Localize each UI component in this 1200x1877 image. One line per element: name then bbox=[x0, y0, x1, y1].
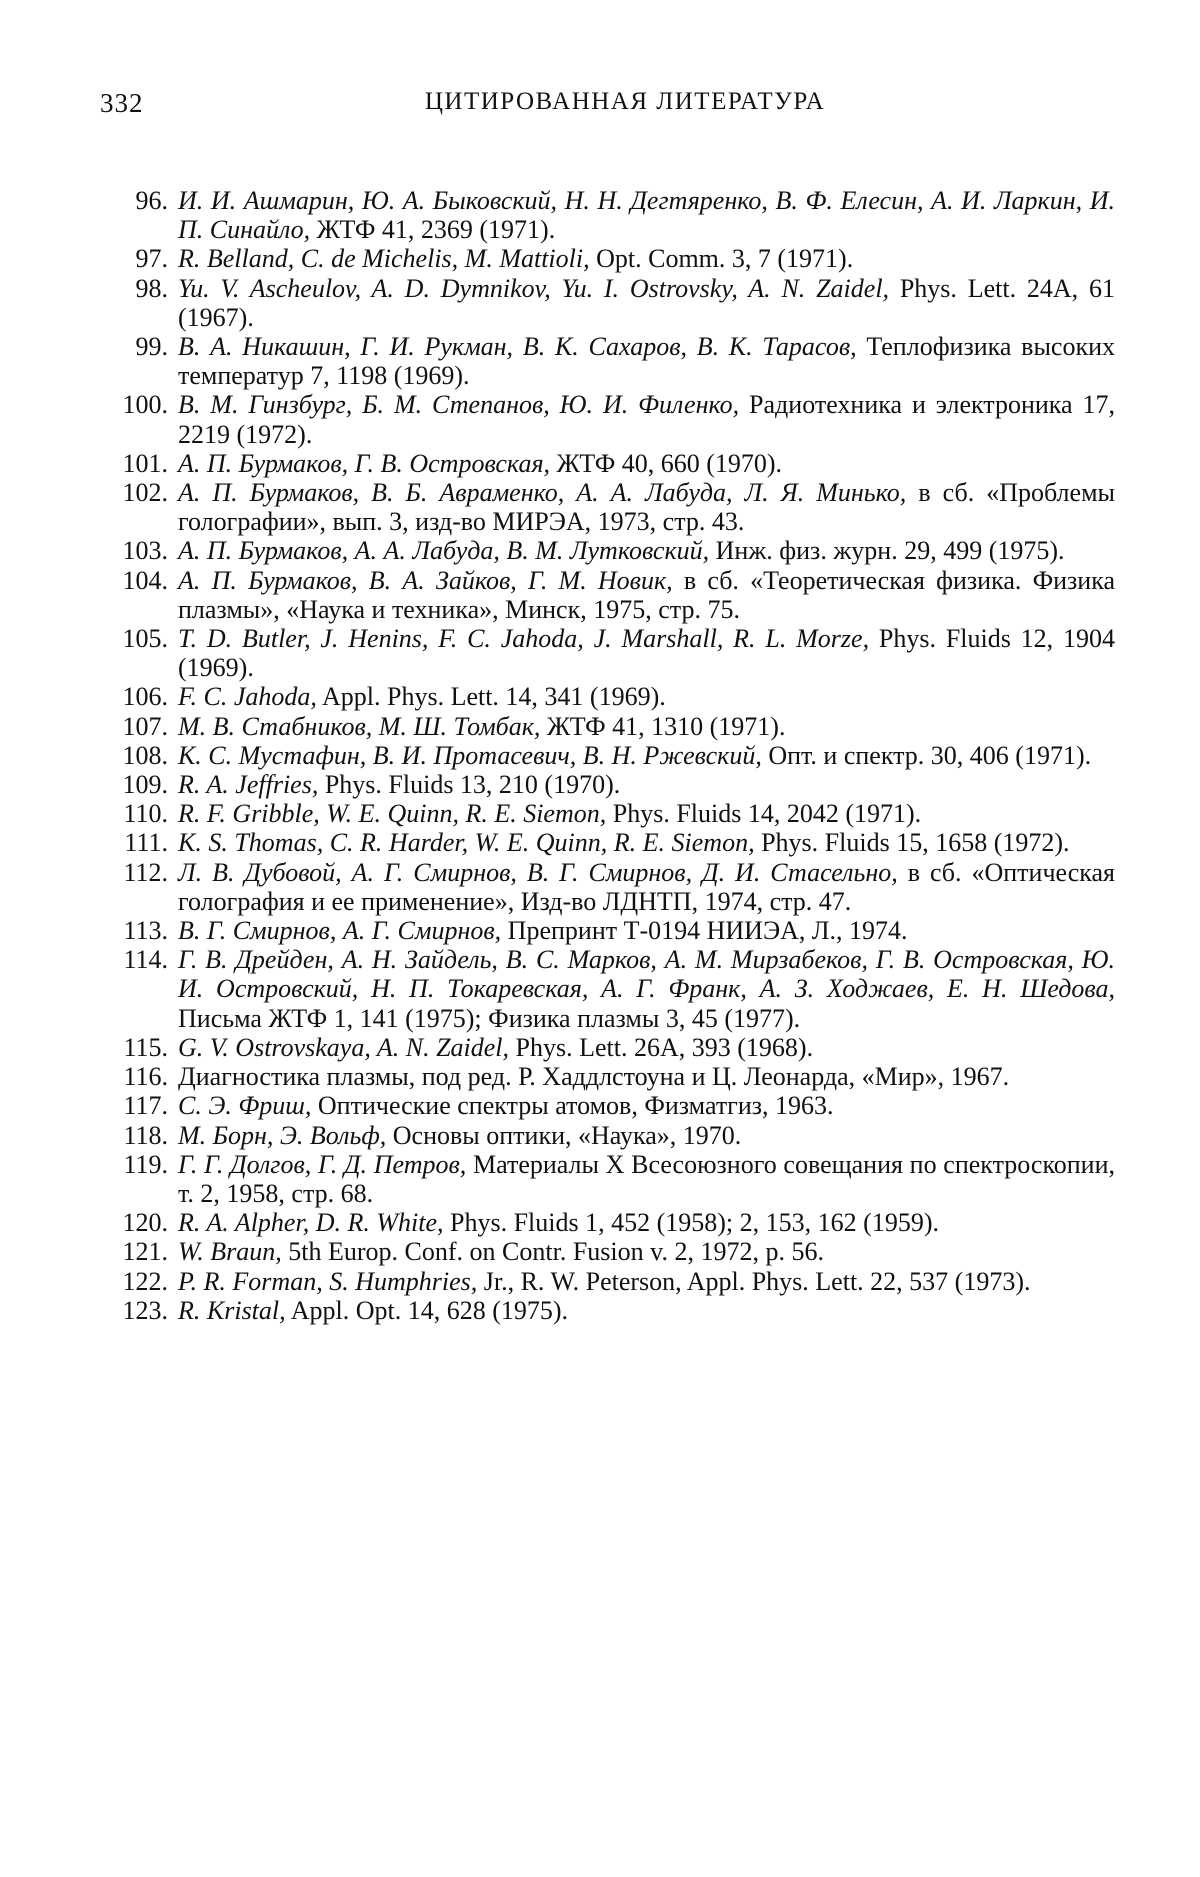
reference-item bbox=[0, 916, 1200, 945]
reference-authors: P. R. Forman, S. Humphries, bbox=[178, 1266, 478, 1296]
reference-authors: R. A. Jeffries, bbox=[178, 770, 319, 800]
reference-item bbox=[0, 332, 1200, 390]
reference-authors: R. Kristal, bbox=[178, 1295, 286, 1325]
reference-authors: R. A. Alpher, D. R. White, bbox=[178, 1208, 444, 1238]
reference-authors: В. А. Никашин, Г. И. Рукман, В. К. Сахаров, В. К. Тарасов, bbox=[178, 332, 857, 362]
reference-source: Инж. физ. журн. 29, 499 (1975). bbox=[709, 536, 1065, 566]
reference-number: 104. bbox=[122, 565, 168, 595]
reference-source: Радиотехника и электроника 17, 2219 (1972). bbox=[178, 390, 1115, 449]
page-header bbox=[100, 88, 1110, 128]
reference-source: Appl. Phys. Lett. 14, 341 (1969). bbox=[316, 682, 666, 712]
reference-source: 5th Europ. Conf. on Contr. Fusion v. 2, 1972, p. 56. bbox=[281, 1237, 824, 1267]
reference-number: 112. bbox=[123, 857, 168, 887]
reference-source: Диагностика плазмы, под ред. Р. Хаддлстоуна и Ц. Леонарда, «Мир», 1967. bbox=[178, 1062, 1010, 1092]
reference-item bbox=[0, 390, 1200, 448]
reference-authors: И. И. Ашмарин, Ю. А. Быковский, Н. Н. Дегтяренко, В. Ф. Елесин, А. И. Ларкин, И. П. Синайло, bbox=[178, 186, 1115, 245]
reference-item bbox=[0, 945, 1200, 1033]
reference-number: 113. bbox=[123, 916, 168, 946]
reference-source: Phys. Fluids 13, 210 (1970). bbox=[318, 770, 621, 800]
reference-item bbox=[0, 1267, 1200, 1296]
reference-authors: Г. В. Дрейден, А. Н. Зайдель, В. С. Марков, А. М. Мирзабеков, Г. В. Островская, Ю. И. Островский, Н. П. Токаревская, А. Г. Франк, А. З. Ходжаев, Е. Н. Шедова, bbox=[178, 945, 1115, 1004]
reference-list bbox=[0, 186, 1200, 1325]
reference-number: 106. bbox=[122, 682, 168, 712]
reference-number: 119. bbox=[123, 1149, 168, 1179]
reference-number: 107. bbox=[122, 711, 168, 741]
reference-number: 114. bbox=[123, 945, 168, 975]
reference-number: 123. bbox=[122, 1295, 168, 1325]
reference-number: 105. bbox=[122, 624, 168, 654]
reference-item bbox=[0, 741, 1200, 770]
reference-authors: K. S. Thomas, C. R. Harder, W. E. Quinn, R. E. Siemon, bbox=[178, 828, 755, 858]
reference-number: 97. bbox=[135, 244, 168, 274]
reference-source: Phys. Lett. 24A, 61 (1967). bbox=[178, 273, 1115, 332]
reference-source: в сб. «Проблемы голографии», вып. 3, изд-во МИРЭА, 1973, стр. 43. bbox=[178, 478, 1115, 537]
reference-authors: W. Braun, bbox=[178, 1237, 282, 1267]
reference-authors: T. D. Butler, J. Henins, F. C. Jahoda, J. Marshall, R. L. Morze, bbox=[178, 624, 870, 654]
reference-item bbox=[0, 624, 1200, 682]
reference-item bbox=[0, 1237, 1200, 1266]
reference-source: Phys. Fluids 14, 2042 (1971). bbox=[606, 799, 922, 829]
reference-item bbox=[0, 1062, 1200, 1091]
reference-authors: В. М. Гинзбург, Б. М. Степанов, Ю. И. Филенко, bbox=[178, 390, 740, 420]
reference-authors: R. Belland, C. de Michelis, M. Mattioli, bbox=[178, 244, 590, 274]
reference-authors: А. П. Бурмаков, А. А. Лабуда, В. М. Лутковский, bbox=[178, 536, 710, 566]
reference-number: 99. bbox=[135, 332, 168, 362]
reference-authors: F. C. Jahoda, bbox=[178, 682, 317, 712]
reference-item bbox=[0, 770, 1200, 799]
reference-source: Jr., R. W. Peterson, Appl. Phys. Lett. 22, 537 (1973). bbox=[477, 1266, 1031, 1296]
reference-item bbox=[0, 682, 1200, 711]
reference-number: 98. bbox=[135, 273, 168, 303]
reference-source: Теплофизика высоких температур 7, 1198 (1969). bbox=[178, 332, 1116, 391]
reference-authors: В. Г. Смирнов, А. Г. Смирнов, bbox=[178, 916, 502, 946]
reference-source: в сб. «Теоретическая физика. Физика плазмы», «Наука и техника», Минск, 1975, стр. 75. bbox=[178, 565, 1115, 624]
reference-source: ЖТФ 40, 660 (1970). bbox=[550, 448, 783, 478]
reference-number: 121. bbox=[122, 1237, 168, 1267]
reference-source: Оптические спектры атомов, Физматгиз, 1963. bbox=[311, 1091, 834, 1121]
reference-item bbox=[0, 244, 1200, 273]
reference-source: ЖТФ 41, 1310 (1971). bbox=[540, 711, 786, 741]
reference-authors: А. П. Бурмаков, В. Б. Авраменко, А. А. Лабуда, Л. Я. Минько, bbox=[178, 478, 907, 508]
reference-item bbox=[0, 449, 1200, 478]
reference-item bbox=[0, 1091, 1200, 1120]
reference-source: Основы оптики, «Наука», 1970. bbox=[386, 1120, 742, 1150]
reference-item bbox=[0, 858, 1200, 916]
reference-item bbox=[0, 1033, 1200, 1062]
reference-source: Phys. Fluids 12, 1904 (1969). bbox=[178, 624, 1115, 683]
reference-number: 101. bbox=[122, 448, 168, 478]
reference-source: Appl. Opt. 14, 628 (1975). bbox=[285, 1295, 569, 1325]
reference-authors: А. П. Бурмаков, Г. В. Островская, bbox=[178, 448, 551, 478]
reference-item bbox=[0, 536, 1200, 565]
reference-source: Письма ЖТФ 1, 141 (1975); Физика плазмы 3, 45 (1977). bbox=[178, 1003, 801, 1033]
reference-source: ЖТФ 41, 2369 (1971). bbox=[310, 215, 556, 245]
reference-source: Опт. и спектр. 30, 406 (1971). bbox=[761, 740, 1092, 770]
reference-item bbox=[0, 186, 1200, 244]
reference-item bbox=[0, 712, 1200, 741]
reference-source: Phys. Lett. 26A, 393 (1968). bbox=[509, 1032, 814, 1062]
reference-number: 96. bbox=[135, 186, 168, 215]
reference-number: 118. bbox=[123, 1120, 168, 1150]
reference-authors: Yu. V. Ascheulov, A. D. Dymnikov, Yu. I. Ostrovsky, A. N. Zaidel, bbox=[178, 273, 890, 303]
reference-item bbox=[0, 828, 1200, 857]
reference-item bbox=[0, 478, 1200, 536]
reference-number: 108. bbox=[122, 740, 168, 770]
reference-source: Opt. Comm. 3, 7 (1971). bbox=[589, 244, 854, 274]
reference-number: 100. bbox=[122, 390, 168, 420]
reference-authors: С. Э. Фриш, bbox=[178, 1091, 312, 1121]
page-number: 332 bbox=[100, 88, 144, 118]
reference-item bbox=[0, 274, 1200, 332]
reference-number: 117. bbox=[123, 1091, 168, 1121]
reference-authors: А. П. Бурмаков, В. А. Зайков, Г. М. Новик, bbox=[178, 565, 673, 595]
reference-item bbox=[0, 1150, 1200, 1208]
reference-source: Материалы X Всесоюзного совещания по спектроскопии, т. 2, 1958, стр. 68. bbox=[178, 1149, 1115, 1208]
reference-source: Phys. Fluids 1, 452 (1958); 2, 153, 162 (1959). bbox=[443, 1208, 939, 1238]
reference-authors: К. С. Мустафин, В. И. Протасевич, В. Н. Ржевский, bbox=[178, 740, 762, 770]
reference-item bbox=[0, 566, 1200, 624]
reference-number: 109. bbox=[122, 770, 168, 800]
reference-authors: М. В. Стабников, М. Ш. Томбак, bbox=[178, 711, 541, 741]
reference-number: 122. bbox=[122, 1266, 168, 1296]
reference-number: 102. bbox=[122, 478, 168, 508]
reference-item bbox=[0, 799, 1200, 828]
running-title: ЦИТИРОВАННАЯ ЛИТЕРАТУРА bbox=[424, 88, 826, 115]
reference-source: Phys. Fluids 15, 1658 (1972). bbox=[754, 828, 1070, 858]
reference-number: 120. bbox=[122, 1208, 168, 1238]
reference-authors: М. Борн, Э. Вольф, bbox=[178, 1120, 387, 1150]
reference-item bbox=[0, 1121, 1200, 1150]
reference-number: 115. bbox=[123, 1032, 168, 1062]
reference-authors: R. F. Gribble, W. E. Quinn, R. E. Siemon, bbox=[178, 799, 607, 829]
reference-authors: Л. В. Дубовой, А. Г. Смирнов, В. Г. Смирнов, Д. И. Стасельно, bbox=[178, 857, 898, 887]
reference-number: 116. bbox=[123, 1062, 168, 1092]
reference-item bbox=[0, 1208, 1200, 1237]
reference-number: 111. bbox=[124, 828, 168, 858]
reference-authors: Г. Г. Долгов, Г. Д. Петров, bbox=[178, 1149, 467, 1179]
reference-source: в сб. «Оптическая голография и ее применение», Изд-во ЛДНТП, 1974, стр. 47. bbox=[178, 857, 1115, 916]
reference-authors: G. V. Ostrovskaya, A. N. Zaidel, bbox=[178, 1032, 510, 1062]
reference-number: 103. bbox=[122, 536, 168, 566]
reference-source: Препринт Т-0194 НИИЭА, Л., 1974. bbox=[501, 916, 908, 946]
reference-item bbox=[0, 1296, 1200, 1325]
reference-number: 110. bbox=[123, 799, 168, 829]
